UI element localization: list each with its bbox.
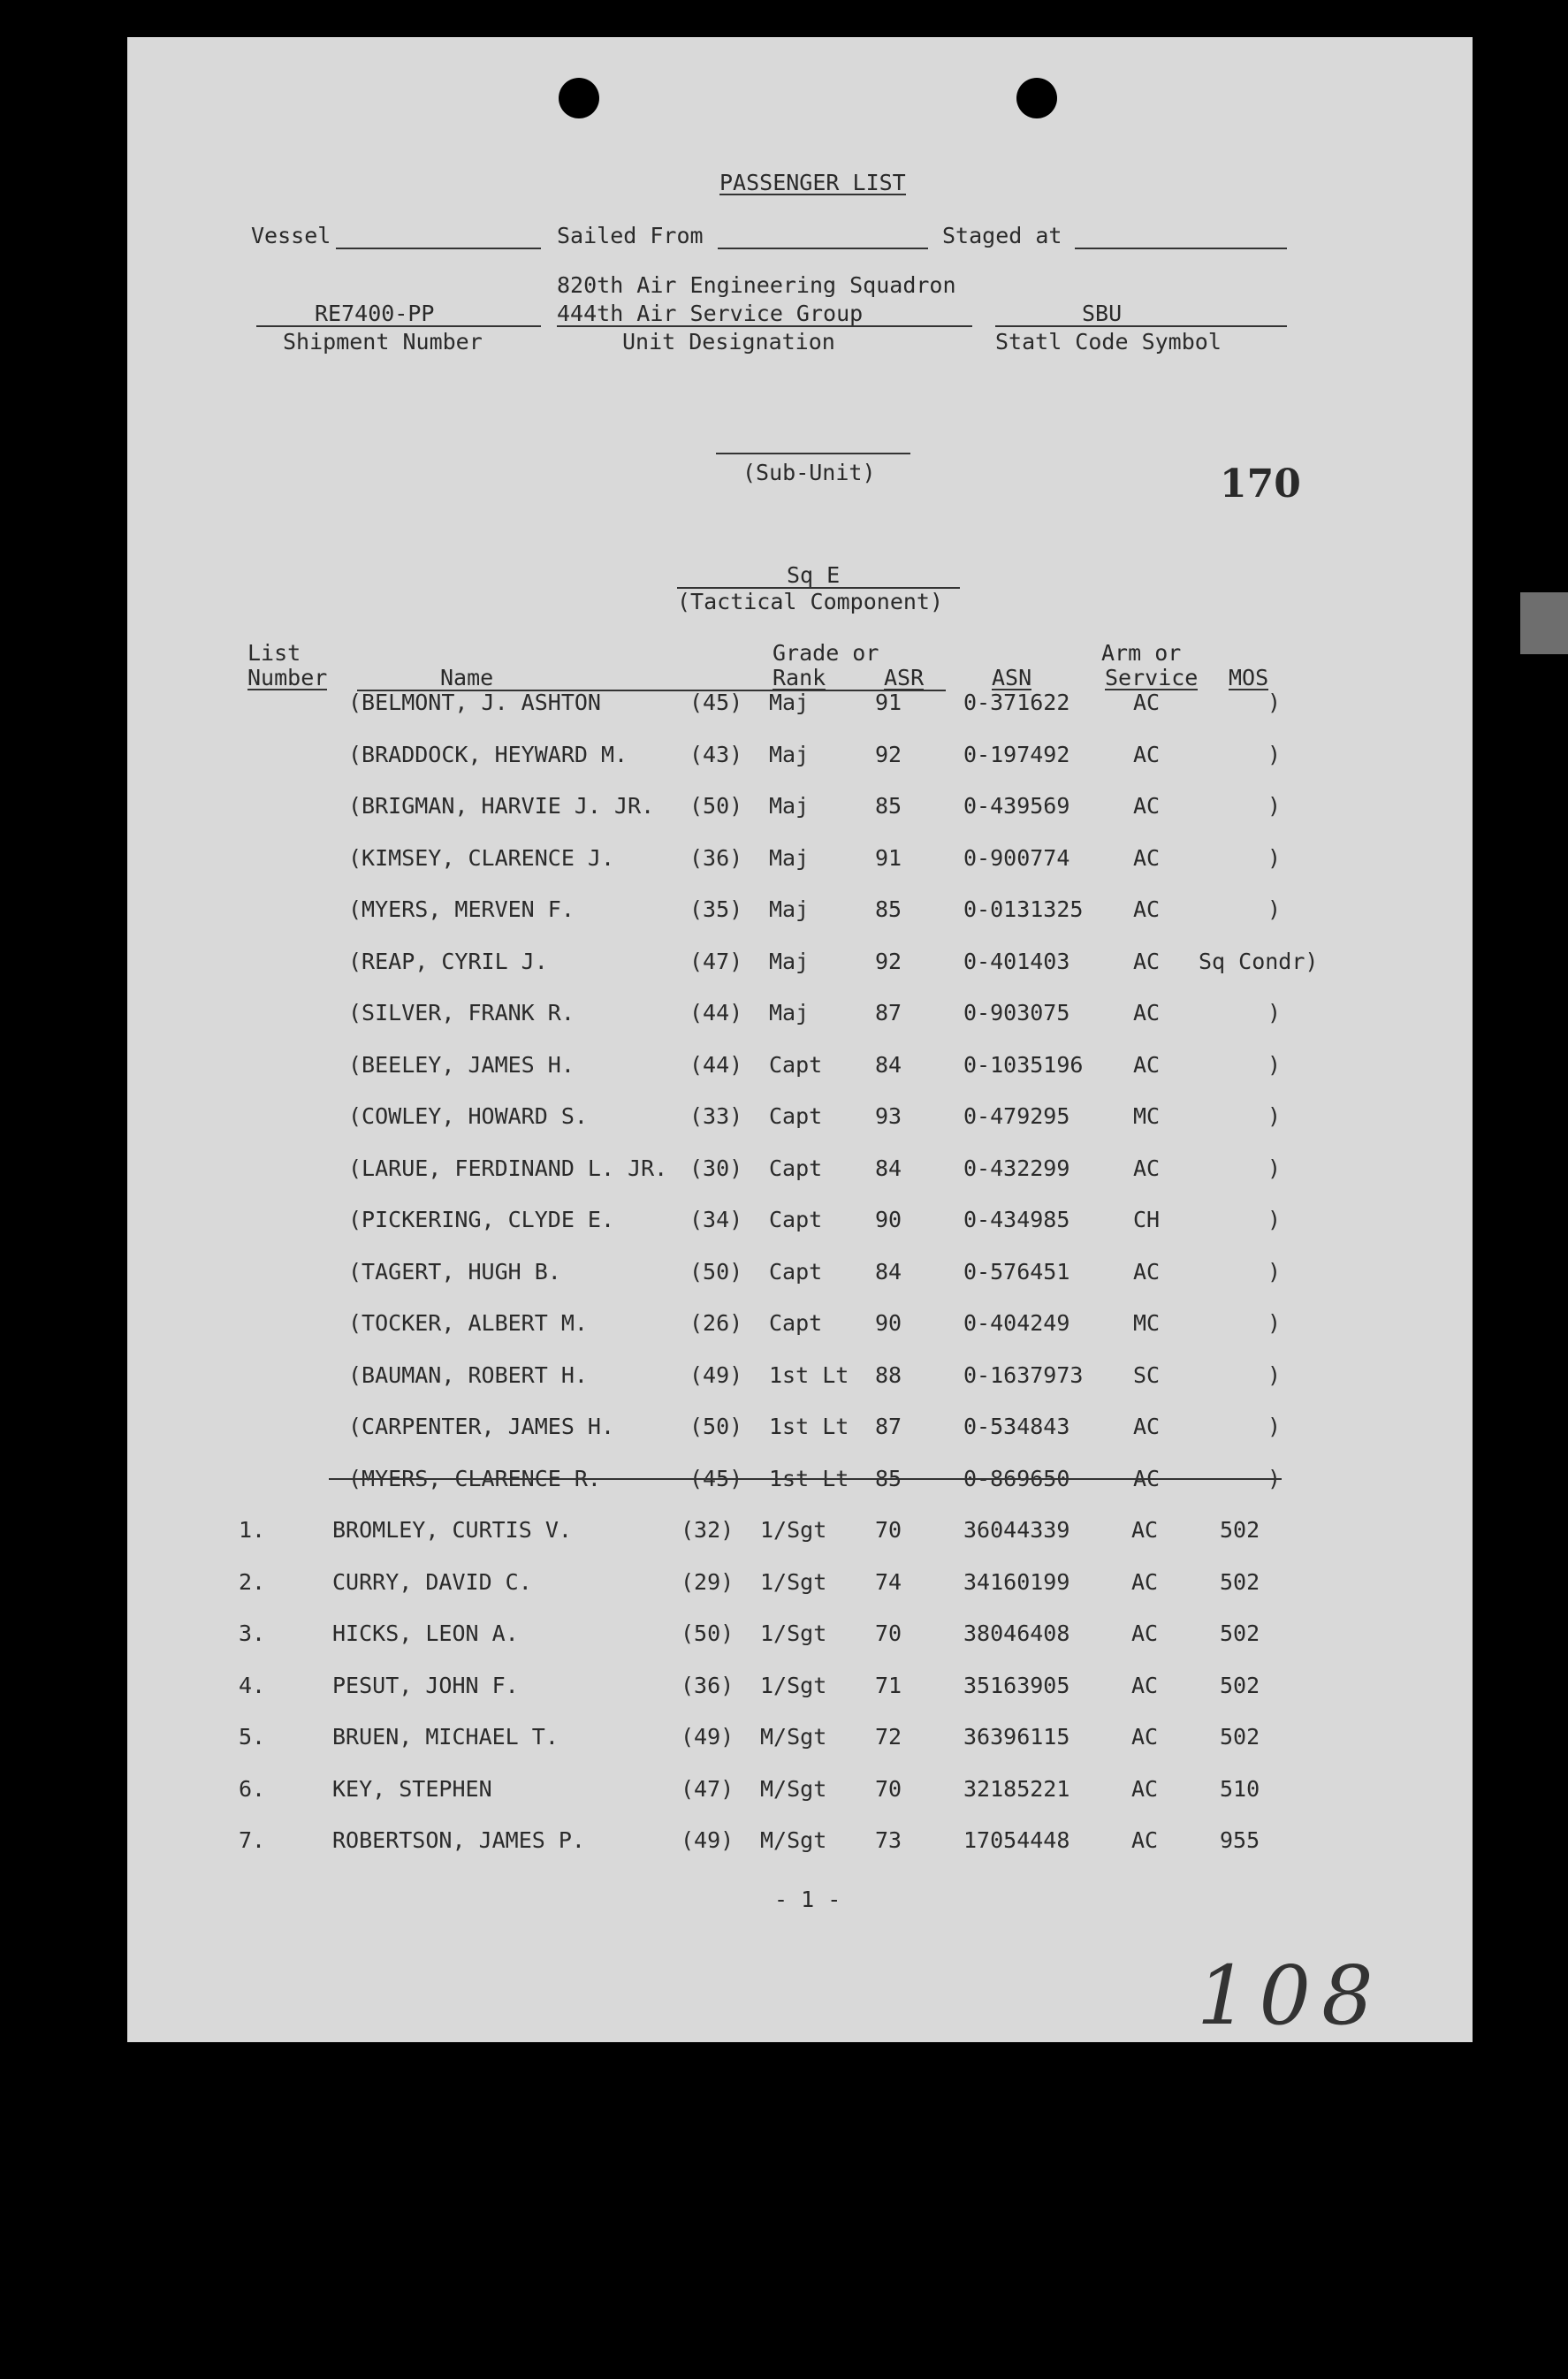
header-asr: ASR: [884, 665, 925, 690]
table-row: [127, 691, 1473, 727]
passenger-asn: 0-576451: [963, 1258, 1070, 1285]
passenger-arm: AC: [1133, 896, 1161, 922]
passenger-age: (26): [689, 1310, 743, 1336]
table-row: [127, 1051, 1473, 1089]
passenger-mos: ): [1267, 1051, 1282, 1078]
passenger-age: (47): [681, 1775, 735, 1802]
table-row: [127, 1312, 1473, 1347]
passenger-asn: 38046408: [963, 1620, 1070, 1646]
passenger-arm: AC: [1133, 948, 1161, 974]
passenger-asn: 0-434985: [963, 1207, 1070, 1232]
passenger-name: (BRADDOCK, HEYWARD M.: [348, 741, 628, 767]
passenger-rank: 1st Lt: [769, 1414, 849, 1439]
passenger-rank: Capt: [769, 1258, 823, 1285]
page-number: - 1 -: [774, 1887, 841, 1912]
passenger-rank: Maj: [769, 793, 810, 819]
passenger-mos: 502: [1220, 1620, 1260, 1646]
passenger-arm: AC: [1131, 1827, 1159, 1853]
passenger-asn: 36396115: [963, 1724, 1070, 1750]
passenger-name: BRUEN, MICHAEL T.: [332, 1724, 559, 1750]
sailed-from-blank: [718, 248, 928, 249]
passenger-mos: ): [1267, 896, 1282, 922]
passenger-age: (49): [689, 1361, 743, 1388]
vessel-label: Vessel: [251, 223, 331, 248]
passenger-mos: 502: [1220, 1672, 1260, 1698]
passenger-name: CURRY, DAVID C.: [332, 1568, 532, 1595]
header-rank: Rank: [773, 665, 826, 690]
code-symbol-line: [995, 325, 1287, 327]
passenger-mos: ): [1267, 690, 1282, 715]
passenger-asr: 70: [875, 1620, 902, 1646]
passenger-age: (50): [689, 1414, 743, 1439]
passenger-arm: AC: [1133, 1258, 1161, 1285]
header-list: List: [247, 640, 301, 666]
table-row: [127, 1465, 1473, 1503]
passenger-arm: AC: [1131, 1672, 1159, 1698]
passenger-asr: 92: [875, 948, 902, 974]
table-row: [127, 844, 1473, 882]
header-number: Number: [247, 665, 328, 690]
shipment-number-line: [256, 325, 541, 327]
row-number: 1.: [239, 1517, 266, 1543]
table-row: [127, 1829, 1473, 1864]
passenger-asr: 70: [875, 1775, 902, 1802]
passenger-arm: AC: [1133, 741, 1161, 767]
passenger-arm: AC: [1131, 1620, 1159, 1646]
passenger-mos: 502: [1220, 1517, 1260, 1543]
passenger-asr: 84: [875, 1155, 902, 1181]
table-row: [127, 1775, 1473, 1813]
unit-designation-line2: 444th Air Service Group: [557, 301, 864, 326]
table-row: [127, 743, 1473, 779]
passenger-asr: 90: [875, 1310, 902, 1336]
passenger-rank: M/Sgt: [760, 1827, 827, 1853]
passenger-arm: MC: [1133, 1103, 1161, 1129]
paper-tab-mark: [1520, 592, 1568, 654]
passenger-rank: Maj: [769, 690, 810, 715]
document-title: PASSENGER LIST: [719, 170, 906, 195]
passenger-asr: 85: [875, 793, 902, 819]
passenger-age: (50): [681, 1620, 735, 1646]
passenger-arm: AC: [1131, 1568, 1159, 1595]
passenger-arm: AC: [1131, 1724, 1159, 1750]
page-stamp: 170: [1220, 461, 1301, 507]
passenger-asn: 0-869650: [963, 1465, 1070, 1491]
passenger-arm: AC: [1131, 1517, 1159, 1543]
passenger-asn: 0-479295: [963, 1103, 1070, 1129]
passenger-name: BROMLEY, CURTIS V.: [332, 1517, 572, 1543]
passenger-asr: 84: [875, 1051, 902, 1078]
passenger-arm: AC: [1133, 1414, 1161, 1439]
passenger-mos: ): [1267, 1258, 1282, 1285]
passenger-rank: Capt: [769, 1155, 823, 1181]
passenger-name: (TOCKER, ALBERT M.: [348, 1310, 588, 1336]
passenger-mos: ): [1267, 1207, 1282, 1232]
passenger-asn: 0-404249: [963, 1310, 1070, 1336]
passenger-asn: 0-534843: [963, 1414, 1070, 1439]
passenger-age: (50): [689, 1258, 743, 1285]
passenger-age: (50): [689, 793, 743, 819]
passenger-asn: 36044339: [963, 1517, 1070, 1543]
passenger-name: (LARUE, FERDINAND L. JR.: [348, 1155, 668, 1181]
passenger-age: (44): [689, 1000, 743, 1026]
passenger-rank: M/Sgt: [760, 1775, 827, 1802]
passenger-asr: 91: [875, 690, 902, 715]
table-row: [127, 950, 1473, 986]
passenger-rank: Capt: [769, 1051, 823, 1078]
passenger-arm: MC: [1133, 1310, 1161, 1336]
passenger-rank: Capt: [769, 1103, 823, 1129]
unit-designation-line1: 820th Air Engineering Squadron: [557, 272, 956, 298]
staged-at-blank: [1075, 248, 1287, 249]
tactical-value: Sq E: [787, 562, 841, 588]
punch-hole-left: [559, 78, 599, 118]
passenger-age: (45): [689, 690, 743, 715]
passenger-name: PESUT, JOHN F.: [332, 1672, 519, 1698]
passenger-name: (BELMONT, J. ASHTON: [348, 690, 601, 715]
passenger-asr: 93: [875, 1103, 902, 1129]
passenger-mos: ): [1267, 1103, 1282, 1129]
passenger-arm: SC: [1133, 1361, 1161, 1388]
passenger-rank: Maj: [769, 896, 810, 922]
passenger-age: (36): [681, 1672, 735, 1698]
sub-unit-line: [716, 453, 910, 454]
passenger-asn: 0-1637973: [963, 1361, 1084, 1388]
passenger-name: (COWLEY, HOWARD S.: [348, 1103, 588, 1129]
passenger-mos: ): [1267, 1155, 1282, 1181]
passenger-age: (36): [689, 844, 743, 871]
passenger-age: (47): [689, 948, 743, 974]
passenger-asr: 90: [875, 1207, 902, 1232]
header-asn: ASN: [992, 665, 1032, 690]
passenger-name: (TAGERT, HUGH B.: [348, 1258, 561, 1285]
passenger-rank: 1/Sgt: [760, 1517, 827, 1543]
passenger-age: (49): [681, 1724, 735, 1750]
passenger-age: (45): [689, 1465, 743, 1491]
table-row: [127, 1002, 1473, 1037]
passenger-asr: 73: [875, 1827, 902, 1853]
passenger-arm: AC: [1133, 844, 1161, 871]
passenger-rank: M/Sgt: [760, 1724, 827, 1750]
passenger-name: (REAP, CYRIL J.: [348, 948, 548, 974]
table-row: [127, 1415, 1473, 1451]
passenger-asn: 0-1035196: [963, 1051, 1084, 1078]
passenger-asn: 0-401403: [963, 948, 1070, 974]
passenger-name: (KIMSEY, CLARENCE J.: [348, 844, 615, 871]
passenger-asn: 0-900774: [963, 844, 1070, 871]
table-row: [127, 1258, 1473, 1296]
handwritten-number: 108: [1197, 1948, 1384, 2043]
passenger-rank: Maj: [769, 948, 810, 974]
passenger-name: (PICKERING, CLYDE E.: [348, 1207, 615, 1232]
sub-unit-label: (Sub-Unit): [742, 460, 876, 485]
table-row: [127, 1157, 1473, 1193]
passenger-age: (35): [689, 896, 743, 922]
passenger-asr: 92: [875, 741, 902, 767]
passenger-mos: 510: [1220, 1775, 1260, 1802]
table-row: [127, 1361, 1473, 1399]
passenger-mos: ): [1267, 844, 1282, 871]
passenger-mos: ): [1267, 1361, 1282, 1388]
passenger-name: HICKS, LEON A.: [332, 1620, 519, 1646]
passenger-arm: CH: [1133, 1207, 1161, 1232]
passenger-age: (43): [689, 741, 743, 767]
passenger-rank: 1/Sgt: [760, 1568, 827, 1595]
passenger-asn: 0-432299: [963, 1155, 1070, 1181]
table-row: [127, 1209, 1473, 1244]
passenger-arm: AC: [1133, 1155, 1161, 1181]
passenger-rank: 1st Lt: [769, 1361, 849, 1388]
passenger-asn: 17054448: [963, 1827, 1070, 1853]
passenger-asn: 35163905: [963, 1672, 1070, 1698]
table-row: [127, 1674, 1473, 1710]
passenger-asn: 34160199: [963, 1568, 1070, 1595]
vessel-blank: [336, 248, 541, 249]
passenger-asr: 71: [875, 1672, 902, 1698]
passenger-arm: AC: [1133, 690, 1161, 715]
row-number: 6.: [239, 1775, 266, 1802]
code-symbol-label: Statl Code Symbol: [995, 329, 1222, 355]
passenger-rank: Maj: [769, 741, 810, 767]
passenger-asn: 0-0131325: [963, 896, 1084, 922]
passenger-mos: 502: [1220, 1724, 1260, 1750]
passenger-asr: 70: [875, 1517, 902, 1543]
passenger-age: (44): [689, 1051, 743, 1078]
row-number: 2.: [239, 1568, 266, 1595]
passenger-arm: AC: [1133, 1051, 1161, 1078]
passenger-mos: ): [1267, 741, 1282, 767]
tactical-label: (Tactical Component): [677, 589, 944, 614]
row-number: 5.: [239, 1724, 266, 1750]
passenger-asr: 87: [875, 1000, 902, 1026]
passenger-mos: 502: [1220, 1568, 1260, 1595]
header-mos: MOS: [1229, 665, 1269, 690]
passenger-name: (CARPENTER, JAMES H.: [348, 1414, 615, 1439]
passenger-mos: ): [1267, 1414, 1282, 1439]
passenger-asr: 74: [875, 1568, 902, 1595]
passenger-name: (MYERS, CLARENCE R.: [348, 1465, 601, 1491]
passenger-name: ROBERTSON, JAMES P.: [332, 1827, 585, 1853]
sailed-from-label: Sailed From: [557, 223, 704, 248]
document-page: [127, 37, 1473, 2042]
passenger-asr: 84: [875, 1258, 902, 1285]
header-arm: Arm or: [1101, 640, 1182, 666]
passenger-asn: 0-439569: [963, 793, 1070, 819]
passenger-age: (30): [689, 1155, 743, 1181]
passenger-rank: 1st Lt: [769, 1465, 849, 1491]
header-grade: Grade or: [773, 640, 879, 666]
passenger-age: (34): [689, 1207, 743, 1232]
strikethrough-line: [329, 1478, 1282, 1480]
header-service: Service: [1105, 665, 1199, 690]
table-row: [127, 1105, 1473, 1140]
passenger-rank: 1/Sgt: [760, 1620, 827, 1646]
passenger-asn: 0-371622: [963, 690, 1070, 715]
passenger-age: (33): [689, 1103, 743, 1129]
passenger-name: KEY, STEPHEN: [332, 1775, 492, 1802]
passenger-name: (SILVER, FRANK R.: [348, 1000, 575, 1026]
header-name: Name: [440, 665, 494, 690]
passenger-name: (BRIGMAN, HARVIE J. JR.: [348, 793, 655, 819]
passenger-mos: 955: [1220, 1827, 1260, 1853]
passenger-asr: 72: [875, 1724, 902, 1750]
passenger-age: (32): [681, 1517, 735, 1543]
staged-at-label: Staged at: [942, 223, 1062, 248]
passenger-mos: ): [1267, 1465, 1282, 1491]
passenger-mos: Sq Condr): [1199, 948, 1319, 974]
passenger-arm: AC: [1131, 1775, 1159, 1802]
table-row: [127, 898, 1473, 934]
passenger-age: (49): [681, 1827, 735, 1853]
passenger-asn: 0-197492: [963, 741, 1070, 767]
passenger-arm: AC: [1133, 793, 1161, 819]
unit-designation-line: [557, 325, 972, 327]
passenger-asr: 91: [875, 844, 902, 871]
passenger-mos: ): [1267, 1000, 1282, 1026]
row-number: 7.: [239, 1827, 266, 1853]
passenger-mos: ): [1267, 793, 1282, 819]
table-row: [127, 1519, 1473, 1554]
passenger-rank: Capt: [769, 1310, 823, 1336]
punch-hole-right: [1016, 78, 1057, 118]
shipment-number-value: RE7400-PP: [315, 301, 435, 326]
row-number: 3.: [239, 1620, 266, 1646]
passenger-arm: AC: [1133, 1465, 1161, 1491]
table-row: [127, 795, 1473, 830]
passenger-age: (29): [681, 1568, 735, 1595]
passenger-name: (BAUMAN, ROBERT H.: [348, 1361, 588, 1388]
passenger-arm: AC: [1133, 1000, 1161, 1026]
passenger-asn: 32185221: [963, 1775, 1070, 1802]
passenger-asr: 85: [875, 896, 902, 922]
unit-designation-label: Unit Designation: [622, 329, 835, 355]
table-row: [127, 1622, 1473, 1658]
row-number: 4.: [239, 1672, 266, 1698]
table-row: [127, 1568, 1473, 1606]
passenger-name: (BEELEY, JAMES H.: [348, 1051, 575, 1078]
passenger-asn: 0-903075: [963, 1000, 1070, 1026]
passenger-rank: 1/Sgt: [760, 1672, 827, 1698]
passenger-asr: 85: [875, 1465, 902, 1491]
passenger-name: (MYERS, MERVEN F.: [348, 896, 575, 922]
passenger-rank: Maj: [769, 1000, 810, 1026]
table-row: [127, 1726, 1473, 1761]
shipment-number-label: Shipment Number: [283, 329, 483, 355]
code-symbol-value: SBU: [1082, 301, 1123, 326]
passenger-rank: Capt: [769, 1207, 823, 1232]
passenger-rank: Maj: [769, 844, 810, 871]
passenger-asr: 87: [875, 1414, 902, 1439]
passenger-mos: ): [1267, 1310, 1282, 1336]
passenger-asr: 88: [875, 1361, 902, 1388]
